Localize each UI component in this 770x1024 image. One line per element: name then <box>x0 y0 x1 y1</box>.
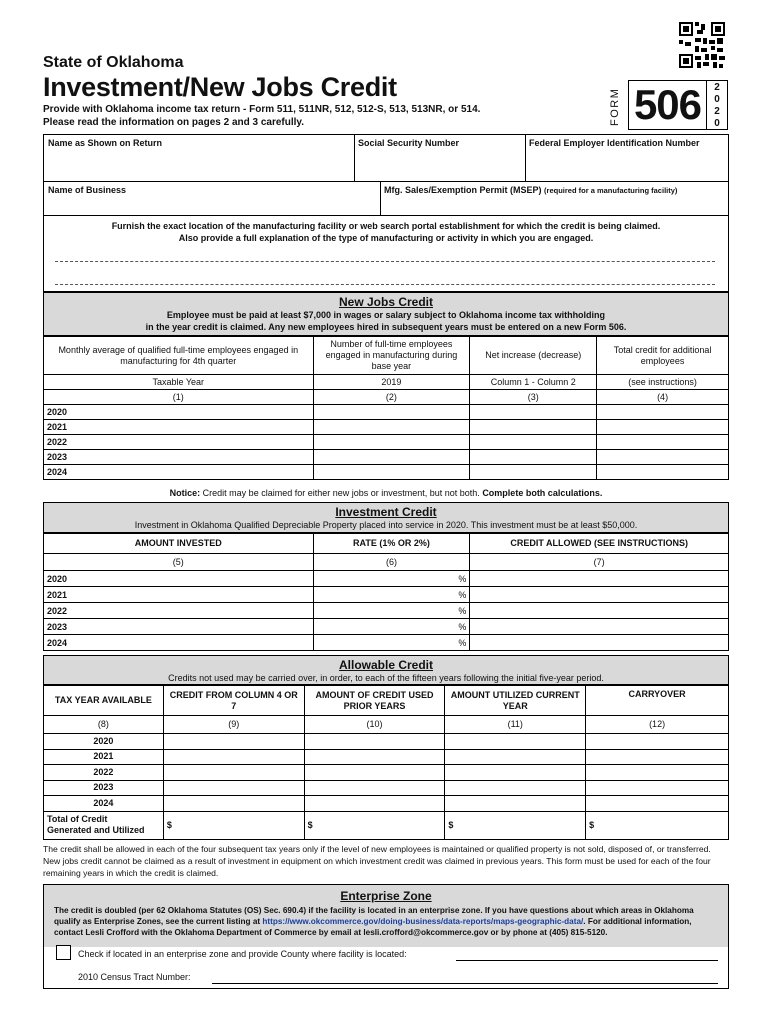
allowable-table <box>43 685 729 840</box>
base-year-cell[interactable] <box>313 465 470 480</box>
census-tract-label: 2010 Census Tract Number: <box>78 972 191 982</box>
year-digit: 0 <box>714 118 720 129</box>
table-row <box>44 587 729 603</box>
carryover-cell[interactable] <box>586 749 729 765</box>
table-row <box>44 635 729 651</box>
credit-from-cell[interactable] <box>163 765 304 781</box>
investment-sub: Investment in Oklahoma Qualified Depreciable Property placed into service in 2020. This investment must be at least $50,000. <box>134 520 638 530</box>
form-year <box>706 80 728 130</box>
name-on-return-field[interactable]: Name as Shown on Return <box>48 138 163 148</box>
investment-header <box>43 502 729 533</box>
table-row <box>44 420 729 435</box>
base-year-cell[interactable] <box>313 405 470 420</box>
notice-bold: Complete both calculations. <box>482 488 603 498</box>
col-8-number: (8) <box>44 716 164 734</box>
col-8-header: TAX YEAR AVAILABLE <box>44 686 164 716</box>
col-1-sub: Taxable Year <box>44 375 314 390</box>
rate-cell[interactable]: % <box>313 571 470 587</box>
ez-text-2: . For additional information, contact Lesli Crofford with the Oklahoma Department of Commerce by email at lesli.crofford@okcommerce.gov or by phone at (405) 815-5120. <box>54 917 692 937</box>
utilized-current-cell[interactable] <box>445 780 586 796</box>
form-number: 506 <box>628 80 706 130</box>
col-6-header: RATE (1% OR 2%) <box>313 534 470 554</box>
year-cell[interactable]: 2021 <box>44 420 314 435</box>
col-9-header: CREDIT FROM COLUMN 4 OR 7 <box>163 686 304 716</box>
year-cell: 2022 <box>44 765 164 781</box>
enterprise-zone-box <box>43 884 729 989</box>
taxpayer-info-box <box>43 134 729 292</box>
year-cell[interactable]: 2023 <box>44 450 314 465</box>
notice-label: Notice: <box>169 488 201 498</box>
year-digit: 2 <box>714 106 720 117</box>
total-credit-cell[interactable] <box>597 420 729 435</box>
year-digit: 0 <box>714 94 720 105</box>
census-tract-input[interactable] <box>212 983 718 984</box>
instruction-line-2: Please read the information on pages 2 and 3 carefully. <box>43 117 305 128</box>
table-row <box>44 780 729 796</box>
base-year-cell[interactable] <box>313 435 470 450</box>
year-cell: 2023 <box>44 780 164 796</box>
col-2-number: (2) <box>313 390 470 405</box>
col-1-header: Monthly average of qualified full-time employees engaged in manufacturing for 4th quarter <box>44 337 314 375</box>
col-3-sub: Column 1 - Column 2 <box>470 375 597 390</box>
instructions <box>43 103 480 129</box>
year-digit: 2 <box>714 82 720 93</box>
msep-label: Mfg. Sales/Exemption Permit (MSEP) <box>384 185 542 195</box>
base-year-cell[interactable] <box>313 420 470 435</box>
rate-cell[interactable]: % <box>313 635 470 651</box>
net-increase-cell[interactable] <box>470 465 597 480</box>
col-5-header: AMOUNT INVESTED <box>44 534 314 554</box>
table-row <box>44 734 729 750</box>
rate-cell[interactable]: % <box>313 603 470 619</box>
col-4-number: (4) <box>597 390 729 405</box>
total-credit-cell[interactable] <box>597 405 729 420</box>
credit-allowed-cell[interactable] <box>470 587 729 603</box>
col-9-number: (9) <box>163 716 304 734</box>
col-4-header: Total credit for additional employees <box>597 337 729 375</box>
col-7-header: CREDIT ALLOWED (SEE INSTRUCTIONS) <box>470 534 729 554</box>
year-cell[interactable]: 2020 <box>44 405 314 420</box>
col-2-header: Number of full-time employees engaged in manufacturing during base year <box>313 337 470 375</box>
new-jobs-title: New Jobs Credit <box>338 295 434 309</box>
new-jobs-header <box>43 292 729 336</box>
new-jobs-sub-1: Employee must be paid at least $7,000 in wages or salary subject to Oklahoma income tax withholding <box>166 310 606 320</box>
year-cell[interactable]: 2024 <box>44 635 314 651</box>
year-cell[interactable]: 2024 <box>44 465 314 480</box>
allowable-title: Allowable Credit <box>338 658 433 672</box>
enterprise-zone-title: Enterprise Zone <box>340 889 432 903</box>
table-row <box>44 450 729 465</box>
credit-from-cell[interactable] <box>163 749 304 765</box>
ez-text-1: The credit is doubled (per 62 Oklahoma Statutes (OS) Sec. 690.4) if the facility is located in an enterprise zone. If you have questions about which areas in Oklahoma qualify as Enterprise Zones, see the current listing at <box>54 906 694 926</box>
col-10-number: (10) <box>304 716 445 734</box>
col-5-number: (5) <box>44 554 314 571</box>
business-name-field[interactable]: Name of Business <box>48 185 127 195</box>
location-entry-line-2[interactable] <box>55 284 715 285</box>
total-credit-from-cell[interactable]: $ <box>163 811 304 839</box>
table-row <box>44 405 729 420</box>
rate-cell[interactable]: % <box>313 587 470 603</box>
ez-link[interactable]: https://www.okcommerce.gov/doing-business/data-reports/maps-geographic-data/ <box>262 917 584 926</box>
fein-field[interactable]: Federal Employer Identification Number <box>529 138 700 148</box>
col-11-header: AMOUNT UTILIZED CURRENT YEAR <box>445 686 586 716</box>
col-7-number: (7) <box>470 554 729 571</box>
total-credit-cell[interactable] <box>597 435 729 450</box>
table-row <box>44 571 729 587</box>
total-used-prior-cell[interactable]: $ <box>304 811 445 839</box>
notice-text: Credit may be claimed for either new jobs or investment, but not both. <box>200 488 483 498</box>
total-label-line-1: Total of Credit <box>47 814 108 824</box>
col-12-number: (12) <box>586 716 729 734</box>
total-label-line-2: Generated and Utilized <box>47 825 145 835</box>
table-row <box>44 796 729 812</box>
carryover-cell[interactable] <box>586 796 729 812</box>
net-increase-cell[interactable] <box>470 420 597 435</box>
year-cell[interactable]: 2022 <box>44 435 314 450</box>
utilized-current-cell[interactable] <box>445 796 586 812</box>
total-carryover-cell[interactable]: $ <box>586 811 729 839</box>
msep-note: (required for a manufacturing facility) <box>544 186 678 195</box>
col-12-header: CARRYOVER <box>586 686 729 716</box>
enterprise-zone-header <box>44 885 728 947</box>
qr-code-icon <box>679 22 725 68</box>
col-10-header: AMOUNT OF CREDIT USED PRIOR YEARS <box>304 686 445 716</box>
total-row <box>44 811 729 839</box>
net-increase-cell[interactable] <box>470 435 597 450</box>
allowable-footnote: The credit shall be allowed in each of the four subsequent tax years only if the level of new employees is maintained or qualified property is not sold, disposed of, or transferred. New jobs credit cannot be claimed as a result of investment in equipment on which investment credit was claimed in previous years. This form must be used for each of the four remaining years in which the credit is claimed. <box>43 844 711 878</box>
year-cell: 2020 <box>44 734 164 750</box>
total-label <box>44 811 164 839</box>
table-row <box>44 465 729 480</box>
col-1-number: (1) <box>44 390 314 405</box>
enterprise-zone-text <box>54 905 718 938</box>
total-credit-cell[interactable] <box>597 450 729 465</box>
allowable-header <box>43 655 729 685</box>
total-utilized-cell[interactable]: $ <box>445 811 586 839</box>
col-11-number: (11) <box>445 716 586 734</box>
col-2-sub: 2019 <box>313 375 470 390</box>
location-entry-line-1[interactable] <box>55 261 715 262</box>
base-year-cell[interactable] <box>313 450 470 465</box>
location-line-1: Furnish the exact location of the manufacturing facility or web search portal establishment for which the credit is being claimed. <box>111 221 661 231</box>
year-cell[interactable]: 2023 <box>44 619 314 635</box>
form-word: FORM <box>609 87 621 127</box>
county-input[interactable] <box>456 960 718 961</box>
net-increase-cell[interactable] <box>470 405 597 420</box>
year-cell[interactable]: 2022 <box>44 603 314 619</box>
page-title: Investment/New Jobs Credit <box>43 72 397 102</box>
instruction-line-1: Provide with Oklahoma income tax return - Form 511, 511NR, 512, 512-S, 513, 513NR, or 514. <box>43 104 481 115</box>
table-row <box>44 765 729 781</box>
used-prior-cell[interactable] <box>304 765 445 781</box>
investment-table <box>43 533 729 651</box>
year-cell[interactable]: 2020 <box>44 571 314 587</box>
allowable-sub: Credits not used may be carried over, in order, to each of the fifteen years following the initial five-year period. <box>168 673 604 683</box>
table-row <box>44 749 729 765</box>
msep-field[interactable] <box>384 185 677 195</box>
credit-allowed-cell[interactable] <box>470 635 729 651</box>
table-row <box>44 619 729 635</box>
col-6-number: (6) <box>313 554 470 571</box>
total-credit-cell[interactable] <box>597 465 729 480</box>
utilized-current-cell[interactable] <box>445 749 586 765</box>
col-4-sub: (see instructions) <box>597 375 729 390</box>
ssn-field[interactable]: Social Security Number <box>358 138 460 148</box>
credit-from-cell[interactable] <box>163 734 304 750</box>
used-prior-cell[interactable] <box>304 796 445 812</box>
rate-cell[interactable]: % <box>313 619 470 635</box>
investment-title: Investment Credit <box>335 505 437 519</box>
carryover-cell[interactable] <box>586 780 729 796</box>
used-prior-cell[interactable] <box>304 734 445 750</box>
location-line-2: Also provide a full explanation of the type of manufacturing or activity in which you are engaged. <box>178 233 594 243</box>
table-row <box>44 603 729 619</box>
county-label: Check if located in an enterprise zone and provide County where facility is located: <box>78 949 407 959</box>
used-prior-cell[interactable] <box>304 780 445 796</box>
new-jobs-table <box>43 336 729 480</box>
enterprise-zone-checkbox[interactable] <box>56 945 71 960</box>
net-increase-cell[interactable] <box>470 450 597 465</box>
carryover-cell[interactable] <box>586 734 729 750</box>
used-prior-cell[interactable] <box>304 749 445 765</box>
utilized-current-cell[interactable] <box>445 734 586 750</box>
notice <box>43 487 729 499</box>
utilized-current-cell[interactable] <box>445 765 586 781</box>
credit-allowed-cell[interactable] <box>470 619 729 635</box>
col-3-header: Net increase (decrease) <box>470 337 597 375</box>
credit-from-cell[interactable] <box>163 796 304 812</box>
new-jobs-sub-2: in the year credit is claimed. Any new employees hired in subsequent years must be entered on a new Form 506. <box>145 322 627 332</box>
table-row <box>44 435 729 450</box>
state-name: State of Oklahoma <box>43 54 184 71</box>
credit-from-cell[interactable] <box>163 780 304 796</box>
year-cell[interactable]: 2021 <box>44 587 314 603</box>
col-3-number: (3) <box>470 390 597 405</box>
credit-allowed-cell[interactable] <box>470 571 729 587</box>
credit-allowed-cell[interactable] <box>470 603 729 619</box>
year-cell: 2021 <box>44 749 164 765</box>
location-instructions <box>48 220 724 244</box>
carryover-cell[interactable] <box>586 765 729 781</box>
year-cell: 2024 <box>44 796 164 812</box>
